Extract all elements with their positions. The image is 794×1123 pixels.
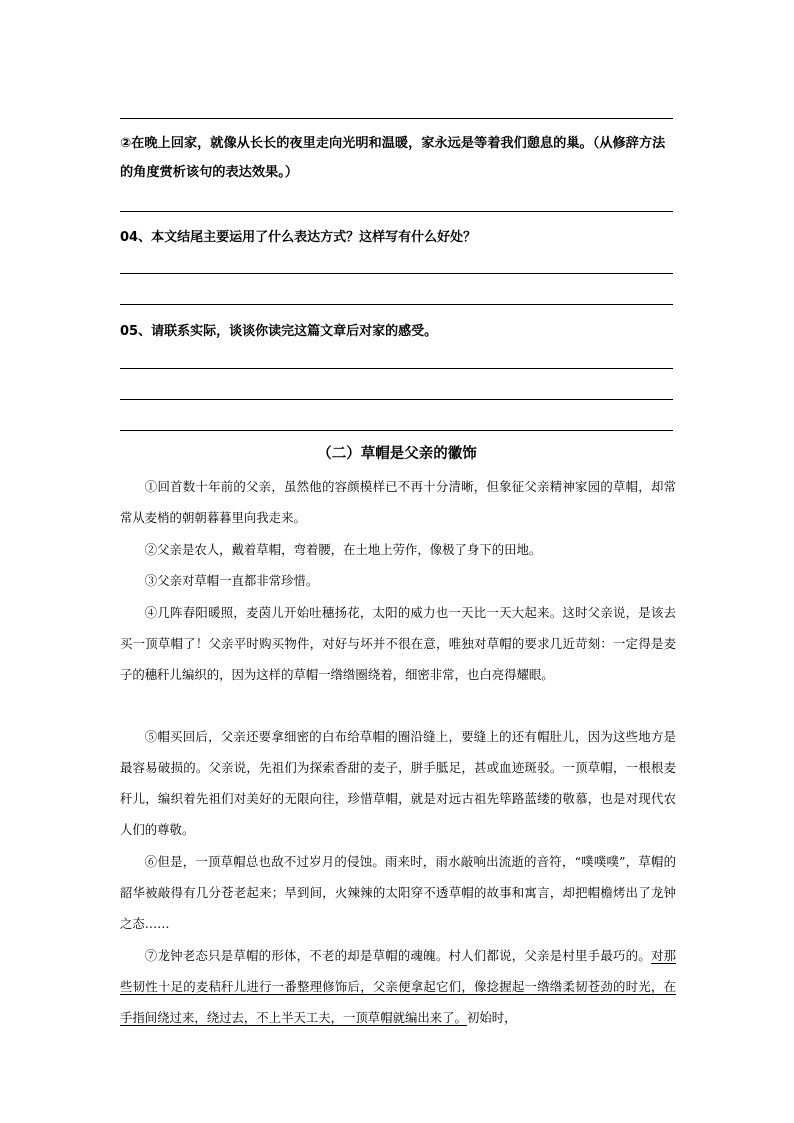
question-2-2: ②在晚上回家，就像从长长的夜里走向光明和温暖，家永远是等着我们憩息的巢。（从修辞方法的角度赏析该句的表达效果。） [120, 136, 666, 180]
question-05: 05、请联系实际，谈谈你读完这篇文章后对家的感受。 [120, 324, 438, 339]
paragraph-5: ⑤帽买回后，父亲还要拿细密的白布给草帽的圈沿缝上，要缝上的还有帽肚儿，因为这些地方是最容易破损的。父亲说，先祖们为探索香甜的麦子，胼手胝足，甚或血迹斑驳。一顶草帽，一根根麦秆儿，编织着先祖们对美好的无限向往，珍惜草帽，就是对远古祖先筚路蓝缕的敬慕，也是对现代农人们的尊敬。 [120, 729, 676, 837]
question-04: 04、本文结尾主要运用了什么表达方式？这样写有什么好处？ [120, 230, 477, 245]
underlined-sentence: 对那些韧性十足的麦秸秆儿进行一番整理修饰后，父亲便拿起它们，像捻握起一绺绺柔韧苍劲的时光，在手指间绕过来，绕过去，不上半天工夫，一顶草帽就编出来了。 [120, 948, 677, 1025]
paragraph-7-end: 初始时， [466, 1010, 517, 1025]
paragraph-3: ③父亲对草帽一直都非常珍惜。 [144, 573, 319, 588]
section-title: （二）草帽是父亲的徽饰 [317, 446, 477, 462]
paragraph-1: ①回首数十年前的父亲，虽然他的容颜模样已不再十分清晰，但象征父亲精神家园的草帽，却常常从麦梢的朝朝暮暮里向我走来。 [120, 479, 676, 525]
paragraph-6: ⑥但是，一顶草帽总也敌不过岁月的侵蚀。雨来时，雨水敲响出流逝的音符，“噗噗噗”，草帽的韶华被敲得有几分苍老起来；旱到间，火辣辣的太阳穿不透草帽的故事和寓言，却把帽檐烤出了龙钟之态…… [120, 854, 676, 931]
answer-line [120, 430, 673, 431]
answer-line [120, 211, 673, 212]
answer-line [120, 273, 673, 274]
paragraph-7 [120, 940, 676, 1033]
answer-line [120, 399, 673, 400]
paragraph-4: ④几阵春阳暖照，麦茵儿开始吐穗扬花，太阳的威力也一天比一天大起来。这时父亲说，是该去买一顶草帽了！父亲平时购买物件，对好与坏并不很在意，唯独对草帽的要求几近苛刻：一定得是麦子的穗秆儿编织的，因为这样的草帽一绺绺圈绕着，细密非常，也白亮得耀眼。 [120, 605, 676, 682]
paragraph-2: ②父亲是农人，戴着草帽，弯着腰，在土地上劳作，像极了身下的田地。 [144, 542, 542, 557]
paragraph-7-start: ⑦龙钟老态只是草帽的形体，不老的却是草帽的魂魄。村人们都说，父亲是村里手最巧的。 [144, 948, 651, 963]
answer-line [120, 118, 673, 119]
answer-line [120, 304, 673, 305]
answer-line [120, 368, 673, 369]
